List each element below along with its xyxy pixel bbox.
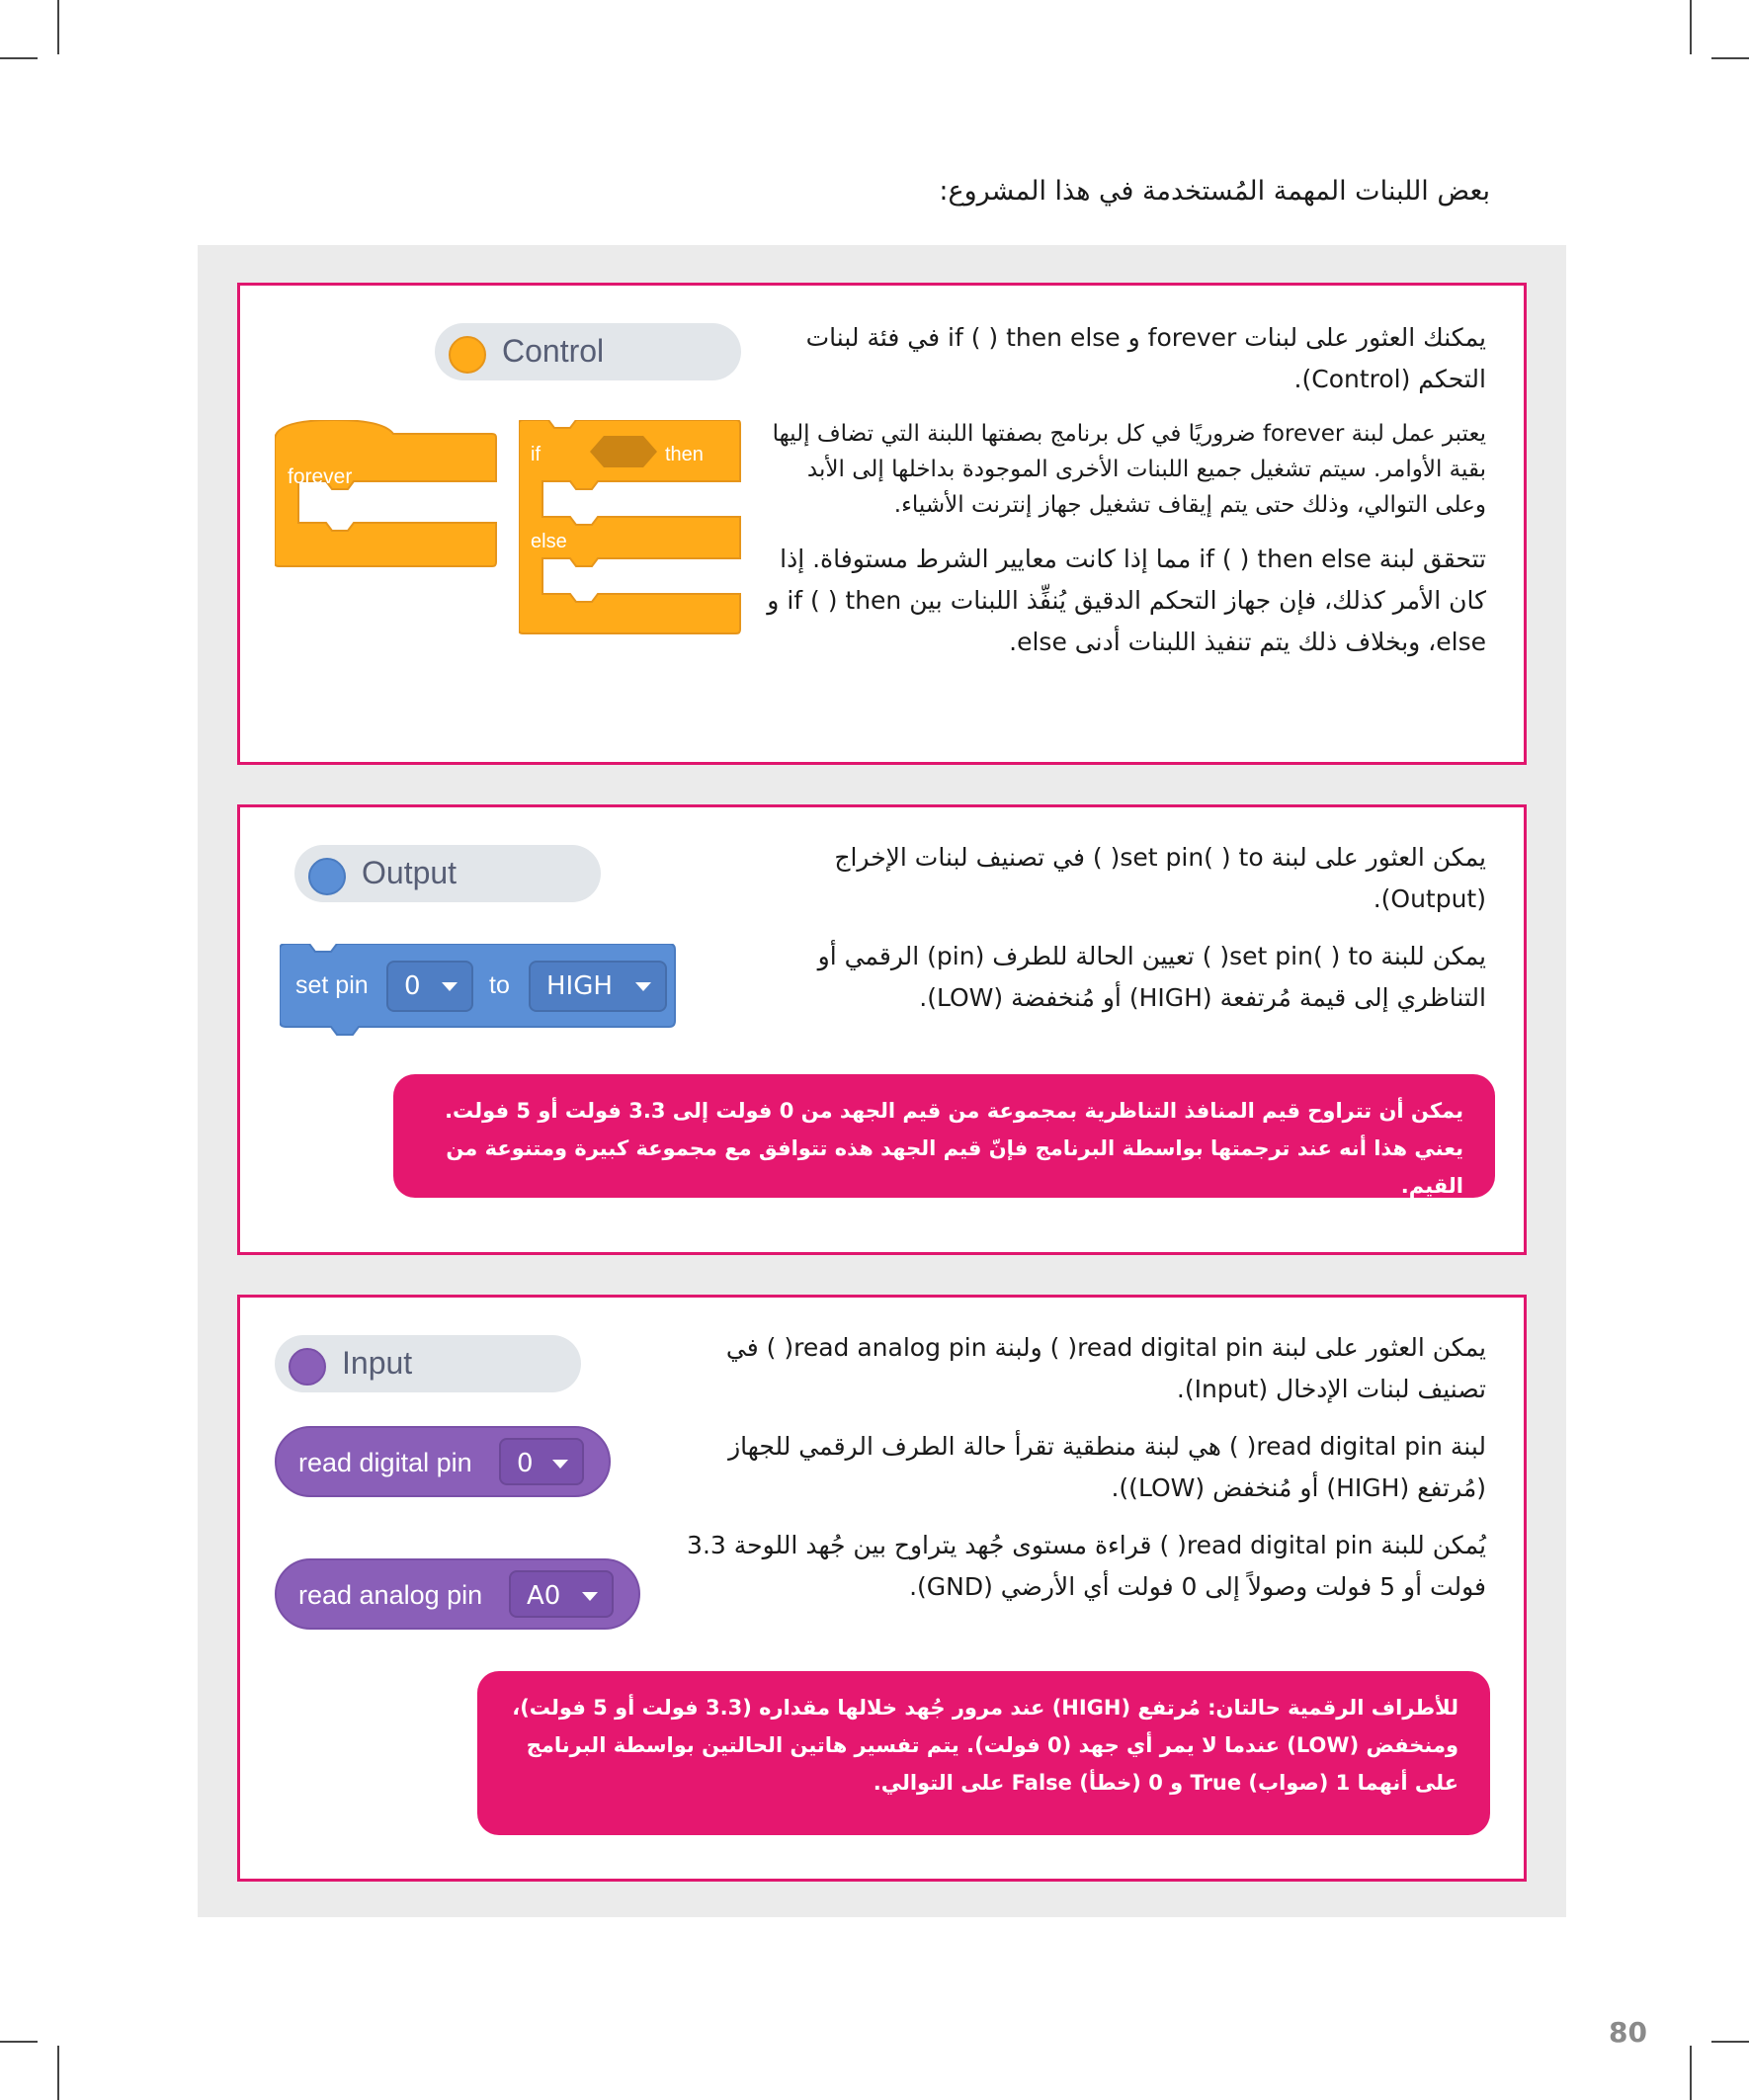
analog-pin-dropdown-value: A0 — [527, 1581, 561, 1611]
input-section — [237, 1295, 1527, 1882]
input-category[interactable] — [275, 1335, 581, 1392]
crop-mark — [1690, 2046, 1692, 2100]
state-dropdown-value: HIGH — [546, 971, 613, 1001]
input-note: للأطراف الرقمية حالتان: مُرتفع (HIGH) عند مرور جُهد خلالها مقداره (3.3 فولت أو 5 فولت)، ومنخفض (LOW) عندما لا يمر أي جهد (0 فولت). يتم تفسير هاتين الحالتين بواسطة البرنامج على أنهما 1 (صواب) True و 0 (خطأ) False على التوالي. — [477, 1671, 1490, 1835]
then-label: then — [665, 444, 704, 465]
else-label: else — [531, 531, 567, 552]
pin-dropdown[interactable] — [386, 961, 473, 1012]
analog-pin-dropdown[interactable] — [509, 1570, 614, 1618]
output-category[interactable] — [294, 845, 601, 902]
chevron-down-icon — [582, 1592, 598, 1601]
digital-pin-dropdown-value: 0 — [517, 1449, 534, 1478]
input-paragraph: لبنة read digital pin( ) هي لبنة منطقية تقرأ حالة الطرف الرقمي للجهاز (مُرتفع (HIGH) أو مُنخفض (LOW)). — [728, 1432, 1486, 1502]
pin-dropdown-value: 0 — [404, 971, 421, 1001]
output-section — [237, 804, 1527, 1255]
crop-mark — [1711, 2041, 1749, 2043]
to-label: to — [489, 971, 510, 999]
chevron-down-icon — [442, 982, 458, 991]
control-dot-icon — [449, 336, 486, 374]
intro-text: بعض اللبنات المهمة المُستخدمة في هذا المشروع: — [939, 176, 1490, 207]
if-label: if — [531, 444, 541, 465]
output-paragraph: يمكن للبنة set pin( ) to( ) تعيين الحالة للطرف (pin) الرقمي أو التناظري إلى قيمة مُرتفعة (HIGH) أو مُنخفضة (LOW). — [817, 942, 1486, 1012]
read-analog-pin-label: read analog pin — [298, 1580, 483, 1610]
output-note: يمكن أن تتراوح قيم المنافذ التناظرية بمجموعة من قيم الجهد من 0 فولت إلى 3.3 فولت أو 5 فولت. يعني هذا أنه عند ترجمتها بواسطة البرنامج فإنّ قيم الجهد هذه تتوافق مع مجموعة كبيرة ومتنوعة من القيم. — [393, 1074, 1495, 1198]
control-category-label: Control — [502, 333, 605, 369]
crop-mark — [1690, 0, 1692, 54]
read-digital-pin-block[interactable] — [275, 1426, 611, 1497]
crop-mark — [57, 0, 59, 54]
crop-mark — [1711, 57, 1749, 59]
control-text — [760, 317, 1486, 679]
chevron-down-icon — [635, 982, 651, 991]
control-paragraph: تتحقق لبنة if ( ) then else مما إذا كانت معايير الشرط مستوفاة. إذا كان الأمر كذلك، فإن جهاز التحكم الدقيق يُنفِّذ اللبنات بين if ( ) then و else، وبخلاف ذلك يتم تنفيذ اللبنات أدنى else. — [767, 545, 1486, 656]
chevron-down-icon — [552, 1460, 568, 1469]
digital-pin-dropdown[interactable] — [499, 1438, 584, 1485]
output-text — [735, 837, 1486, 1035]
output-category-label: Output — [362, 855, 458, 890]
read-digital-pin-label: read digital pin — [298, 1448, 472, 1477]
input-category-label: Input — [342, 1345, 413, 1381]
input-paragraph: يمكن العثور على لبنة read digital pin( ) ولبنة read analog pin( ) في تصنيف لبنات الإدخال (Input). — [725, 1333, 1486, 1403]
page-number: 80 — [1609, 2016, 1647, 2049]
crop-mark — [0, 57, 38, 59]
input-paragraph: يُمكن للبنة read digital pin( ) قراءة مستوى جُهد يتراوح بين جُهد اللوحة 3.3 فولت أو 5 فولت وصولاً إلى 0 فولت أي الأرضي (GND). — [687, 1531, 1486, 1601]
control-category[interactable] — [435, 323, 741, 380]
state-dropdown[interactable] — [529, 961, 667, 1012]
output-paragraph: يمكن العثور على لبنة set pin( ) to( ) في تصنيف لبنات الإخراج (Output). — [834, 843, 1486, 913]
set-pin-label: set pin — [295, 971, 369, 999]
forever-block[interactable] — [275, 420, 502, 588]
control-section — [237, 283, 1527, 765]
input-text — [671, 1327, 1486, 1624]
crop-mark — [0, 2041, 38, 2043]
crop-mark — [57, 2046, 59, 2100]
read-analog-pin-block[interactable] — [275, 1558, 640, 1630]
forever-label: forever — [288, 465, 353, 488]
control-paragraph: يعتبر عمل لبنة forever ضروريًا في كل برنامج بصفتها اللبنة التي تضاف إليها بقية الأوامر. سيتم تشغيل جميع اللبنات الأخرى الموجودة بداخلها إلى الأبد وعلى التوالي، وذلك حتى يتم إيقاف تشغيل جهاز إنترنت الأشياء. — [772, 421, 1486, 518]
output-dot-icon — [308, 858, 346, 895]
control-paragraph: يمكنك العثور على لبنات forever و if ( ) then else في فئة لبنات التحكم (Control). — [805, 323, 1486, 393]
input-dot-icon — [289, 1348, 326, 1386]
